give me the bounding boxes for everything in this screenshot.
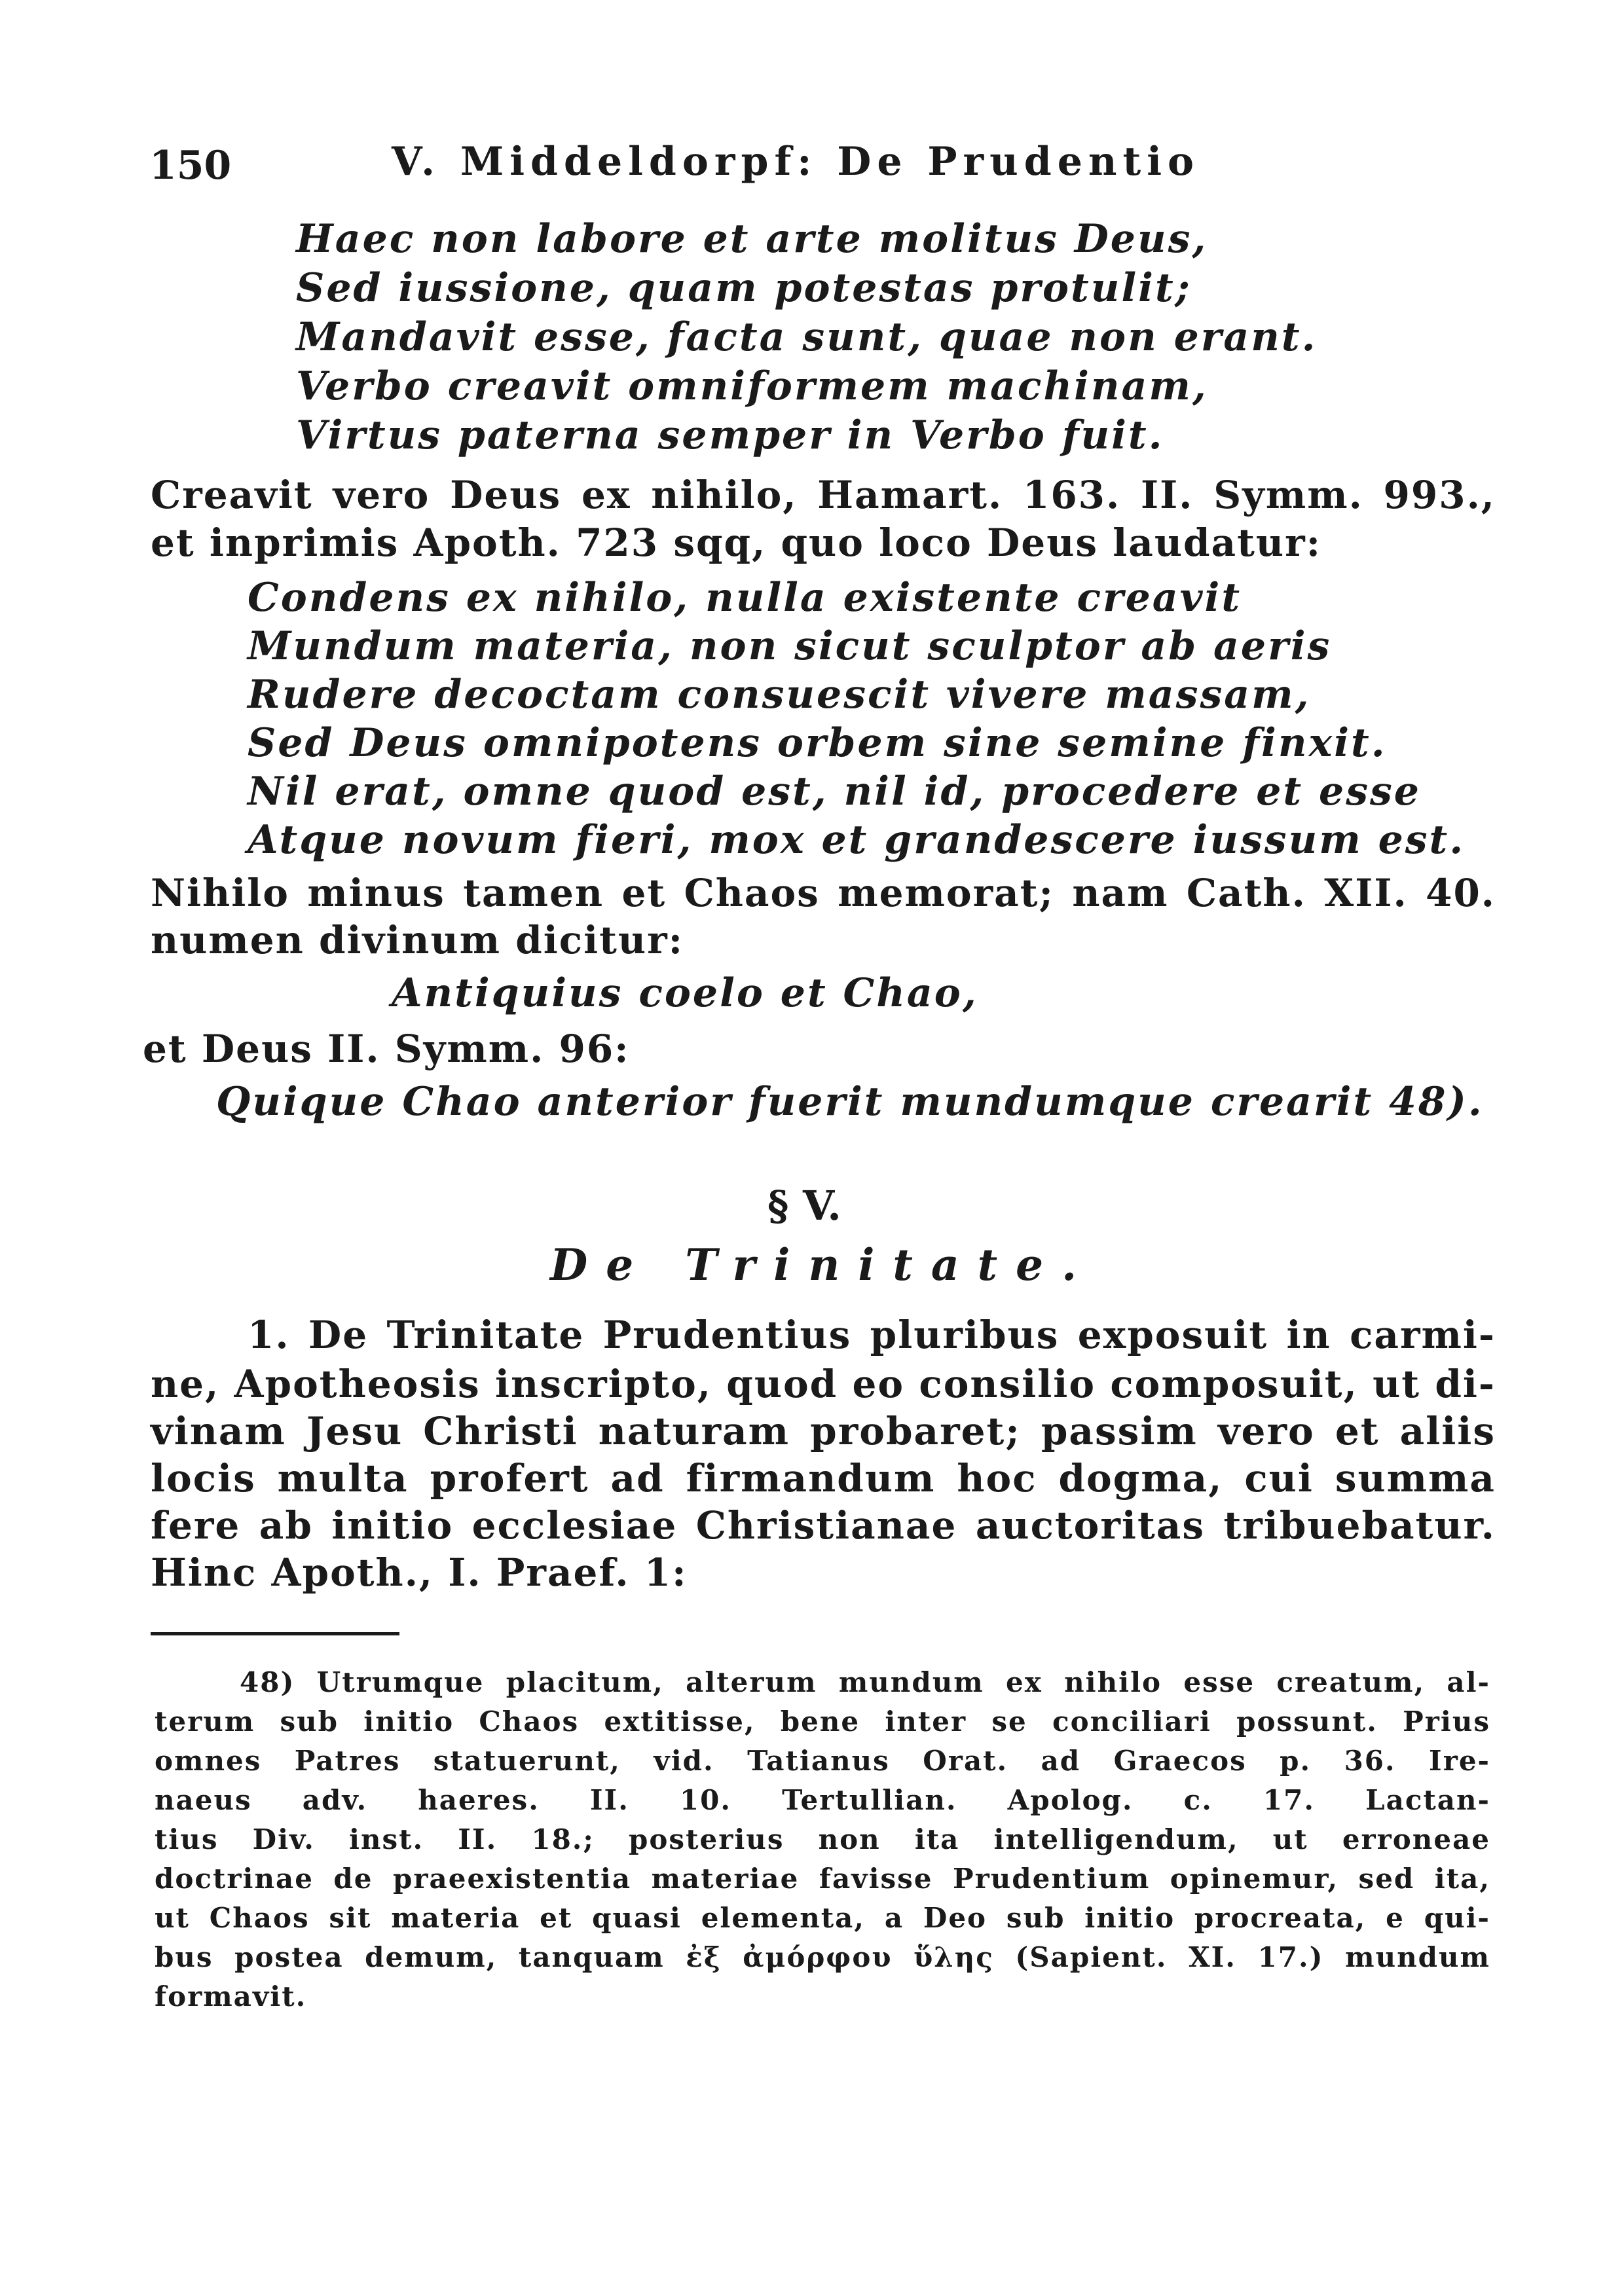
- section-title: De Trinitate.: [550, 1239, 1096, 1290]
- body-line: locis multa profert ad firmandum hoc dogma, cui summa: [151, 1456, 1496, 1501]
- body-line: et Deus II. Symm. 96:: [143, 1027, 630, 1071]
- footnote-line: tius Div. inst. II. 18.; posterius non ita intelligendum, ut erroneae: [155, 1823, 1490, 1855]
- body-line: vinam Jesu Christi naturam probaret; passim vero et aliis: [151, 1409, 1496, 1453]
- footnote-line: formavit.: [155, 1980, 307, 2013]
- body-line: Nihilo minus tamen et Chaos memorat; nam Cath. XII. 40.: [151, 871, 1496, 915]
- verse-line: Antiquius coelo et Chao,: [392, 970, 978, 1016]
- page-number: 150: [149, 143, 232, 189]
- body-line: et inprimis Apoth. 723 sqq, quo loco Deus laudatur:: [151, 520, 1322, 565]
- body-line: 1. De Trinitate Prudentius pluribus exposuit in carmi-: [248, 1313, 1496, 1357]
- verse-line: Quique Chao anterior fuerit mundumque crearit 48).: [216, 1079, 1484, 1125]
- footnote-line: ut Chaos sit materia et quasi elementa, a Deo sub initio procreata, e qui-: [155, 1902, 1490, 1934]
- footnote-line: 48) Utrumque placitum, alterum mundum ex nihilo esse creatum, al-: [240, 1666, 1490, 1698]
- verse-line: Mundum materia, non sicut sculptor ab aeris: [248, 623, 1332, 669]
- verse-line: Virtus paterna semper in Verbo fuit.: [296, 412, 1164, 458]
- verse-line: Rudere decoctam consuescit vivere massam,: [248, 672, 1311, 718]
- verse-line: Sed Deus omnipotens orbem sine semine finxit.: [248, 720, 1387, 766]
- verse-line: Verbo creavit omniformem machinam,: [296, 363, 1208, 409]
- footnote-line: bus postea demum, tanquam ἐξ ἀμόρφου ὕλης (Sapient. XI. 17.) mundum: [155, 1941, 1490, 1973]
- body-line: ne, Apotheosis inscripto, quod eo consilio composuit, ut di-: [151, 1362, 1496, 1406]
- footnote-line: naeus adv. haeres. II. 10. Tertullian. Apolog. c. 17. Lactan-: [155, 1784, 1490, 1816]
- body-line: fere ab initio ecclesiae Christianae auctoritas tribuebatur.: [151, 1503, 1496, 1548]
- verse-line: Nil erat, omne quod est, nil id, procedere et esse: [248, 769, 1421, 814]
- footnote-line: doctrinae de praeexistentia materiae favisse Prudentium opinemur, sed ita,: [155, 1863, 1490, 1895]
- verse-line: Mandavit esse, facta sunt, quae non erant.: [296, 314, 1318, 360]
- footnote-line: omnes Patres statuerunt, vid. Tatianus Orat. ad Graecos p. 36. Ire-: [155, 1745, 1490, 1777]
- section-number: § V.: [767, 1182, 841, 1230]
- footnote-separator: [151, 1632, 399, 1635]
- verse-line: Atque novum fieri, mox et grandescere iussum est.: [248, 817, 1466, 863]
- running-title: V. Middeldorpf: De Prudentio: [392, 139, 1200, 185]
- verse-line: Sed iussione, quam potestas protulit;: [296, 265, 1192, 311]
- body-line: Creavit vero Deus ex nihilo, Hamart. 163. II. Symm. 993.,: [151, 473, 1496, 517]
- body-line: numen divinum dicitur:: [151, 918, 684, 962]
- footnote-line: terum sub initio Chaos extitisse, bene inter se conciliari possunt. Prius: [155, 1705, 1490, 1738]
- verse-line: Haec non labore et arte molitus Deus,: [296, 216, 1208, 262]
- verse-line: Condens ex nihilo, nulla existente creavit: [248, 575, 1242, 621]
- body-line: Hinc Apoth., I. Praef. 1:: [151, 1550, 688, 1595]
